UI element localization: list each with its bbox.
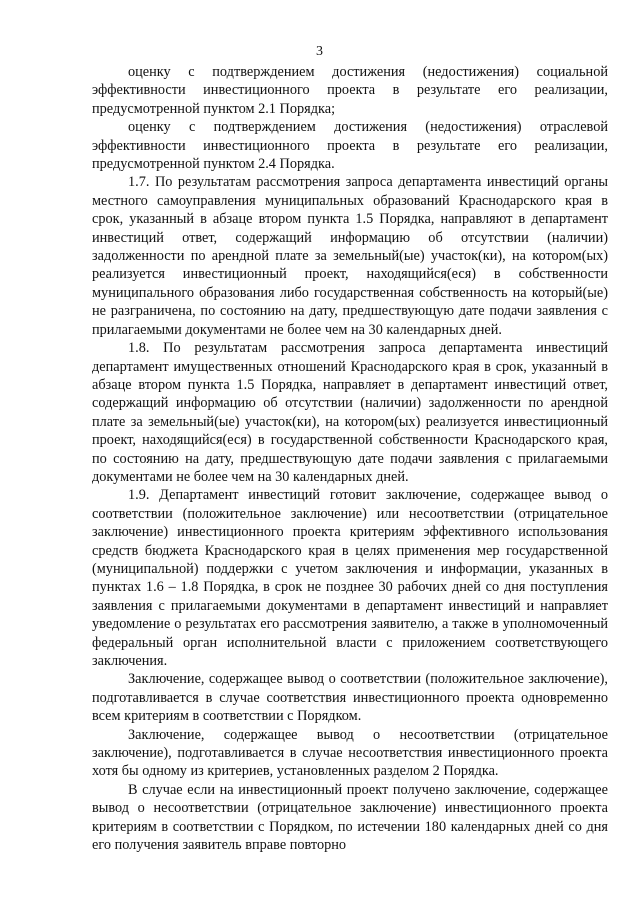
paragraph-1-9: 1.9. Департамент инвестиций готовит заключение, содержащее вывод о соответствии (положительное заключение) или несоответствии (отрицательное заключение) инвестиционного проекта критериям эффективного использования средств бюджета Краснодарского края в целях применения мер государственной (муниципальной) поддержки с учетом заключения и информации, указанных в пунктах 1.6 – 1.8 Порядка, в срок не позднее 30 рабочих дней со дня поступления заявления с прилагаемыми документами в департамент инвестиций и направляет уведомление о результатах его рассмотрения заявителю, а также в уполномоченный федеральный орган исполнительной власти с приложением соответствующего заключения. [92,487,608,669]
paragraph-sector-efficiency: оценку с подтверждением достижения (недостижения) отраслевой эффективности инвестиционного проекта в результате его реализации, предусмотренной пунктом 2.4 Порядка. [92,119,608,173]
paragraph-positive-conclusion: Заключение, содержащее вывод о соответствии (положительное заключение), подготавливается в случае соответствия инвестиционного проекта одновременно всем критериям в соответствии с Порядком. [92,671,608,725]
paragraph-resubmission: В случае если на инвестиционный проект получено заключение, содержащее вывод о несоответствии (отрицательное заключение) инвестиционного проекта критериям в соответствии с Порядком, по истечении 180 календарных дней со дня его получения заявитель вправе повторно [92,781,608,854]
paragraph-social-efficiency: оценку с подтверждением достижения (недостижения) социальной эффективности инвестиционного проекта в результате его реализации, предусмотренной пунктом 2.1 Порядка; [92,64,608,117]
page-number: 3 [316,44,323,59]
paragraph-1-8: 1.8. По результатам рассмотрения запроса департамента инвестиций департамент имущественных отношений Краснодарского края в срок, указанный в абзаце втором пункта 1.5 Порядка, направляет в департамент инвестиций ответ, содержащий информацию об отсутствии (наличии) задолженности по арендной плате за земельный(ые) участок(ки), на котором(ых) реализуется инвестиционный проект, находящийся(еся) в государственной собственности Краснодарского края, по состоянию на дату, предшествующую дате подачи заявления с прилагаемыми документами не более чем на 30 календарных дней. [92,340,608,485]
paragraph-negative-conclusion: Заключение, содержащее вывод о несоответствии (отрицательное заключение), подготавливается в случае несоответствия инвестиционного проекта хотя бы одному из критериев, установленных разделом 2 Порядка. [92,726,608,780]
paragraph-1-7: 1.7. По результатам рассмотрения запроса департамента инвестиций органы местного самоуправления муниципальных образований Краснодарского края в срок, указанный в абзаце втором пункта 1.5 Порядка, направляют в департамент инвестиций ответ, содержащий информацию об отсутствии (наличии) задолженности по арендной плате за земельный(ые) участок(ки), на котором(ых) реализуется инвестиционный проект, находящийся(еся) в собственности муниципального образования либо государственная собственность на который(ые) не разграничена, по состоянию на дату, предшествующую дате подачи заявления с прилагаемыми документами не более чем на 30 календарных дней. [92,174,608,338]
document-body [92,63,608,854]
